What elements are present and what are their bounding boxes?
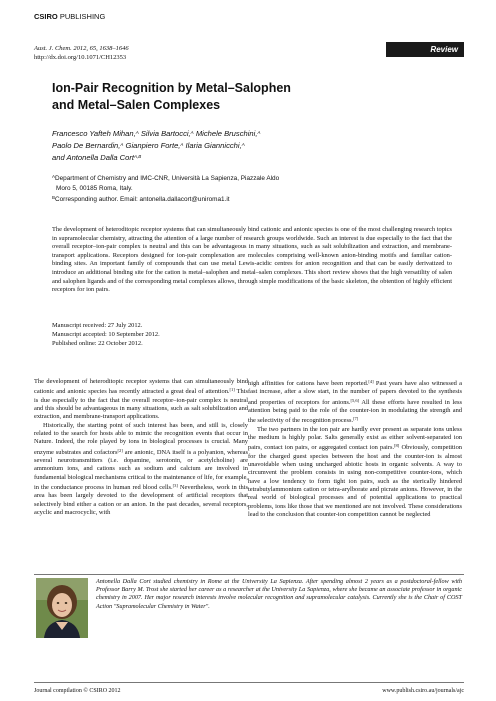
- author-name: Francesco Yafteh Mihan,: [52, 129, 136, 138]
- article-type-badge: Review: [386, 42, 464, 57]
- published-date: Published online: 22 October 2012.: [52, 339, 143, 347]
- citation: [1]: [229, 387, 235, 393]
- body-column-right: [248, 378, 462, 520]
- paragraph: The two partners in the ion pair are hardly ever present as separate ions unless the medium is highly polar. Salts generally exist as either solvent-separated ion pairs, contact ion pairs, or aggregated contact ion pairs.[8] Obviously, competition for the charged guest species between the host and the counter-ion is almost unavoidable when using uncharged abiotic hosts in organic solvents. A way to circumvent the problem consists in using non-competitive counter-ions, which have a low tendency to form tight ion pairs, such as the sterically hindered tetrabutylammonium cation or tetra-arylborate and picrate anions. However, in the real world of biological processes and of potential applications to practical problems, ions like those that we mentioned are not involved. These considerations lead to the conclusion that counter-ion competition cannot be neglected: [248, 425, 462, 519]
- author-biography: Antonella Dalla Cort studied chemistry in Rome at the University La Sapienza. After spending almost 2 years as a postdoctoral-fellow with Professor Barry M. Trost she started her career as a researcher at the University La Sapienza, where she became an associate professor in organic chemistry in 2007. Her major research interests involve molecular recognition and supramolecular catalysis. Currently she is the Chair of COST Action "Supramolecular Chemistry in Water".: [96, 578, 462, 610]
- doi-link[interactable]: http://dx.doi.org/10.1071/CH12353: [34, 54, 127, 61]
- author-list: [52, 127, 452, 163]
- received-date: Manuscript received: 27 July 2012.: [52, 322, 143, 329]
- citation: [8]: [394, 443, 400, 449]
- author-affiliation-mark: A: [135, 130, 139, 135]
- publisher-logo: CSIRO PUBLISHING: [34, 12, 106, 21]
- copyright-notice: Journal compilation © CSIRO 2012: [34, 688, 121, 694]
- citation: [7]: [353, 416, 359, 422]
- citation: [3]: [172, 483, 178, 489]
- author-affiliation-mark: A: [257, 130, 261, 135]
- journal-info: [34, 44, 129, 62]
- paragraph: Historically, the starting point of such interest has been, and still is, closely related to the search for hosts able to mimic the recognition events that occur in Nature. Indeed, the role played by ions in biological processes is crucial. Many enzyme substrates and cofactors[2] are anionic, DNA itself is a polyanion, whereas several neurotransmitters (i.e. dopamine, serotonin, or acetylcholine) are ammonium ions, and cations such as sodium and calcium are involved in fundamental biological mechanisms critical to the maintenance of life, for example, in the conductance process in human red blood cells.[3] Nevertheless, work in this area has been largely devoted to the development of artificial receptors that selectively bind either a cation or an anion. In the past decades, several receptors, acyclic and macrocyclic, with: [34, 421, 249, 517]
- footer-divider: [34, 682, 464, 683]
- paragraph: high affinities for cations have been reported.[4] Past years have also witnessed a fast increase, after a slow start, in the number of papers devoted to the synthesis and properties of receptors for anions.[5,6] All these efforts have resulted in less attention being paid to the role of the counter-ion in modulating the strength and the selectivity of the recognition process.[7]: [248, 379, 463, 425]
- author-name: Gianpiero Forte,: [125, 141, 181, 150]
- portrait-image: [36, 578, 88, 638]
- author-name: and Antonella Dalla Cort: [52, 153, 135, 162]
- paragraph: The development of heteroditopic receptor systems that can simultaneously bind cationic and anionic species has recently attracted a great deal of attention.[1] This is due especially to the fact that the overall receptor–ion-pair complex is neutral and this should be advantageous in many situations, such as salt solubilization and extraction, and membrane-transport applications.: [34, 378, 249, 421]
- author-affiliation-mark: A: [190, 130, 194, 135]
- author-name: Ilaria Giannicchi,: [185, 141, 242, 150]
- affiliation-a-line1: Department of Chemistry and IMC-CNR, Università La Sapienza, Piazzale Aldo: [55, 175, 280, 182]
- manuscript-dates: [52, 322, 160, 348]
- abstract: The development of heteroditopic receptor systems that can simultaneously bind cationic and anionic species is one of the most challenging research topics in supramolecular chemistry, attracting the attention of a large number of research groups worldwide. Such an interest is due especially to the fact that the overall receptor–ion-pair complex is neutral and this can be advantageous in many situations, such as salt solubilization and extraction, and membrane-transport applications. Receptors designed for ion-pair complexation are molecules comprising well-known anion-binding motifs and familiar cation-binding sites. An important family of compounds that can use metal Lewis-acidic centres for anion recognition and that can be easily derivatized to introduce an additional binding site for the cation is metal–salophen and metal–salen complexes. This short review shows that the high versatility of salen and salophen ligands and of the corresponding metal complexes allows, through simple modifications of the basic skeleton, the obtention of highly efficient receptors for ion pairs.: [52, 226, 452, 294]
- affiliations: [52, 172, 452, 205]
- citation: [2]: [117, 447, 123, 453]
- author-name: Paolo De Bernardin,: [52, 141, 121, 150]
- journal-url[interactable]: www.publish.csiro.au/journals/ajc: [382, 688, 464, 694]
- affiliation-a: [52, 172, 452, 184]
- author-affiliation-mark: A: [120, 142, 124, 147]
- citation: [5,6]: [350, 397, 360, 403]
- author-name: Michele Bruschini,: [195, 129, 258, 138]
- title-line-2: and Metal–Salen Complexes: [52, 98, 221, 112]
- citation: [4]: [368, 379, 374, 384]
- affiliation-b: [52, 193, 452, 205]
- author-photo: [36, 578, 88, 638]
- bio-divider-top: [34, 574, 464, 575]
- body-column-left: [34, 378, 248, 518]
- journal-citation: Aust. J. Chem. 2012, 65, 1638–1646: [34, 45, 129, 52]
- title-line-1: Ion-Pair Recognition by Metal–Salophen: [52, 81, 291, 95]
- affiliation-b-mark: B: [52, 195, 56, 201]
- affiliation-a-mark: A: [52, 174, 56, 179]
- affiliation-a-cont: Moro 5, 00185 Roma, Italy.: [56, 184, 133, 192]
- accepted-date: Manuscript accepted: 10 September 2012.: [52, 330, 160, 338]
- article-title: [52, 80, 452, 114]
- corresponding-author: Corresponding author. Email: antonella.dallacort@uniroma1.it: [55, 196, 230, 204]
- author-affiliation-mark: A,B: [134, 154, 142, 159]
- author-name: Silvia Bartocci,: [140, 129, 191, 138]
- author-affiliation-mark: A: [180, 142, 184, 147]
- author-affiliation-mark: A: [241, 142, 245, 147]
